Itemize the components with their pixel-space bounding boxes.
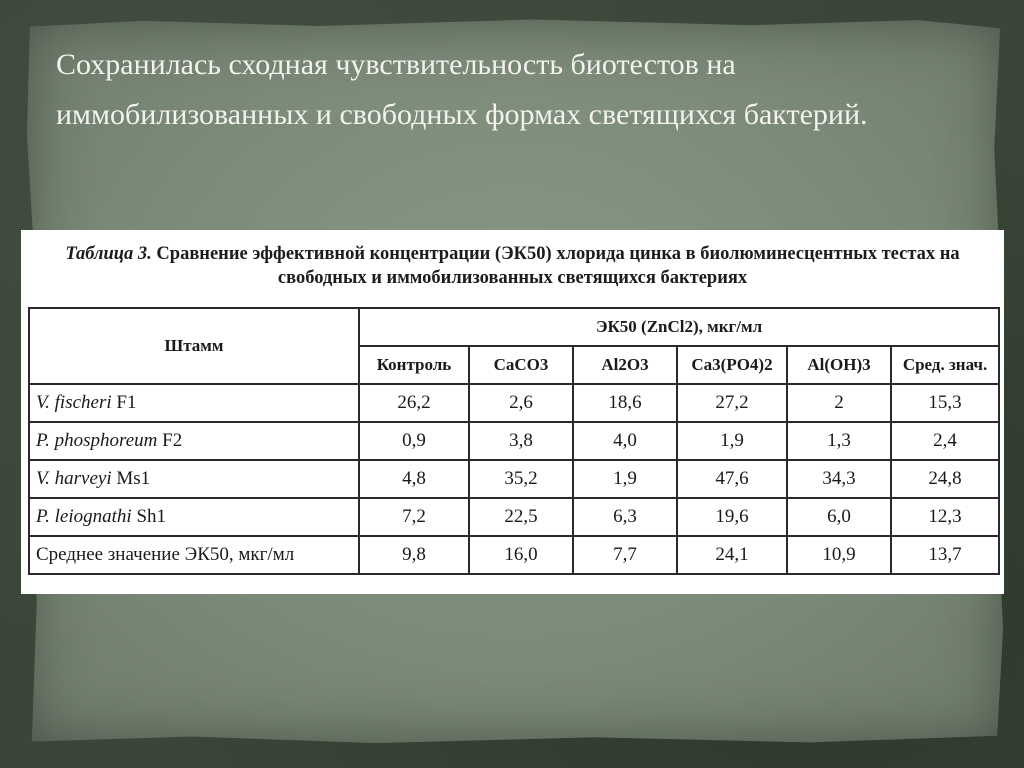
species-name: V. fischeri <box>36 392 112 413</box>
cell-value: 3,8 <box>469 422 573 460</box>
table-row <box>29 422 999 460</box>
cell-value: 34,3 <box>787 460 891 498</box>
cell-value: 4,0 <box>573 422 677 460</box>
species-name: V. harveyi <box>36 468 112 489</box>
cell-value: 6,3 <box>573 498 677 536</box>
cell-value: 1,9 <box>573 460 677 498</box>
species-name: P. phosphoreum <box>36 430 158 451</box>
cell-value: 4,8 <box>359 460 469 498</box>
row-strain <box>29 384 359 422</box>
col-header-ca3po4: Ca3(PO4)2 <box>677 346 787 384</box>
cell-value: 2 <box>787 384 891 422</box>
table-row <box>29 384 999 422</box>
cell-value: 10,9 <box>787 536 891 574</box>
cell-value: 13,7 <box>891 536 999 574</box>
slide-heading: Сохранилась сходная чувствительность биотестов на иммобилизованных и свободных формах светящихся бактерий. <box>56 48 868 131</box>
cell-value: 24,1 <box>677 536 787 574</box>
table-row <box>29 498 999 536</box>
cell-value: 2,4 <box>891 422 999 460</box>
cell-value: 7,7 <box>573 536 677 574</box>
cell-value: 26,2 <box>359 384 469 422</box>
cell-value: 18,6 <box>573 384 677 422</box>
cell-value: 7,2 <box>359 498 469 536</box>
table-caption <box>21 242 1004 290</box>
species-name: P. leiognathi <box>36 506 132 527</box>
row-strain <box>29 498 359 536</box>
col-header-caco3: CaCO3 <box>469 346 573 384</box>
col-header-mean: Сред. знач. <box>891 346 999 384</box>
col-header-control: Контроль <box>359 346 469 384</box>
cell-value: 19,6 <box>677 498 787 536</box>
table-image <box>21 230 1004 594</box>
group-header: ЭК50 (ZnCl2), мкг/мл <box>359 308 999 346</box>
cell-value: 15,3 <box>891 384 999 422</box>
cell-value: 24,8 <box>891 460 999 498</box>
cell-value: 27,2 <box>677 384 787 422</box>
col-header-aloh3: Al(OH)3 <box>787 346 891 384</box>
cell-value: 35,2 <box>469 460 573 498</box>
strain-code: Ms1 <box>116 468 151 489</box>
cell-value: 0,9 <box>359 422 469 460</box>
row-strain <box>29 422 359 460</box>
col-header-al2o3: Al2O3 <box>573 346 677 384</box>
cell-value: 12,3 <box>891 498 999 536</box>
data-table <box>28 307 1000 575</box>
strain-code: F2 <box>162 430 183 451</box>
cell-value: 9,8 <box>359 536 469 574</box>
cell-value: 16,0 <box>469 536 573 574</box>
mean-row <box>29 536 999 574</box>
cell-value: 22,5 <box>469 498 573 536</box>
header-row-top <box>29 308 999 346</box>
table-row <box>29 460 999 498</box>
mean-row-label: Среднее значение ЭК50, мкг/мл <box>29 536 359 574</box>
cell-value: 47,6 <box>677 460 787 498</box>
cell-value: 2,6 <box>469 384 573 422</box>
strain-code: F1 <box>116 392 137 413</box>
strain-code: Sh1 <box>136 506 167 527</box>
row-strain <box>29 460 359 498</box>
cell-value: 6,0 <box>787 498 891 536</box>
strain-header: Штамм <box>29 308 359 384</box>
cell-value: 1,3 <box>787 422 891 460</box>
cell-value: 1,9 <box>677 422 787 460</box>
caption-text: Сравнение эффективной концентрации (ЭК50) хлорида цинка в биолюминесцентных тестах на свободных и иммобилизованных светящихся бактериях <box>156 244 960 288</box>
caption-label: Таблица 3. <box>65 244 152 264</box>
